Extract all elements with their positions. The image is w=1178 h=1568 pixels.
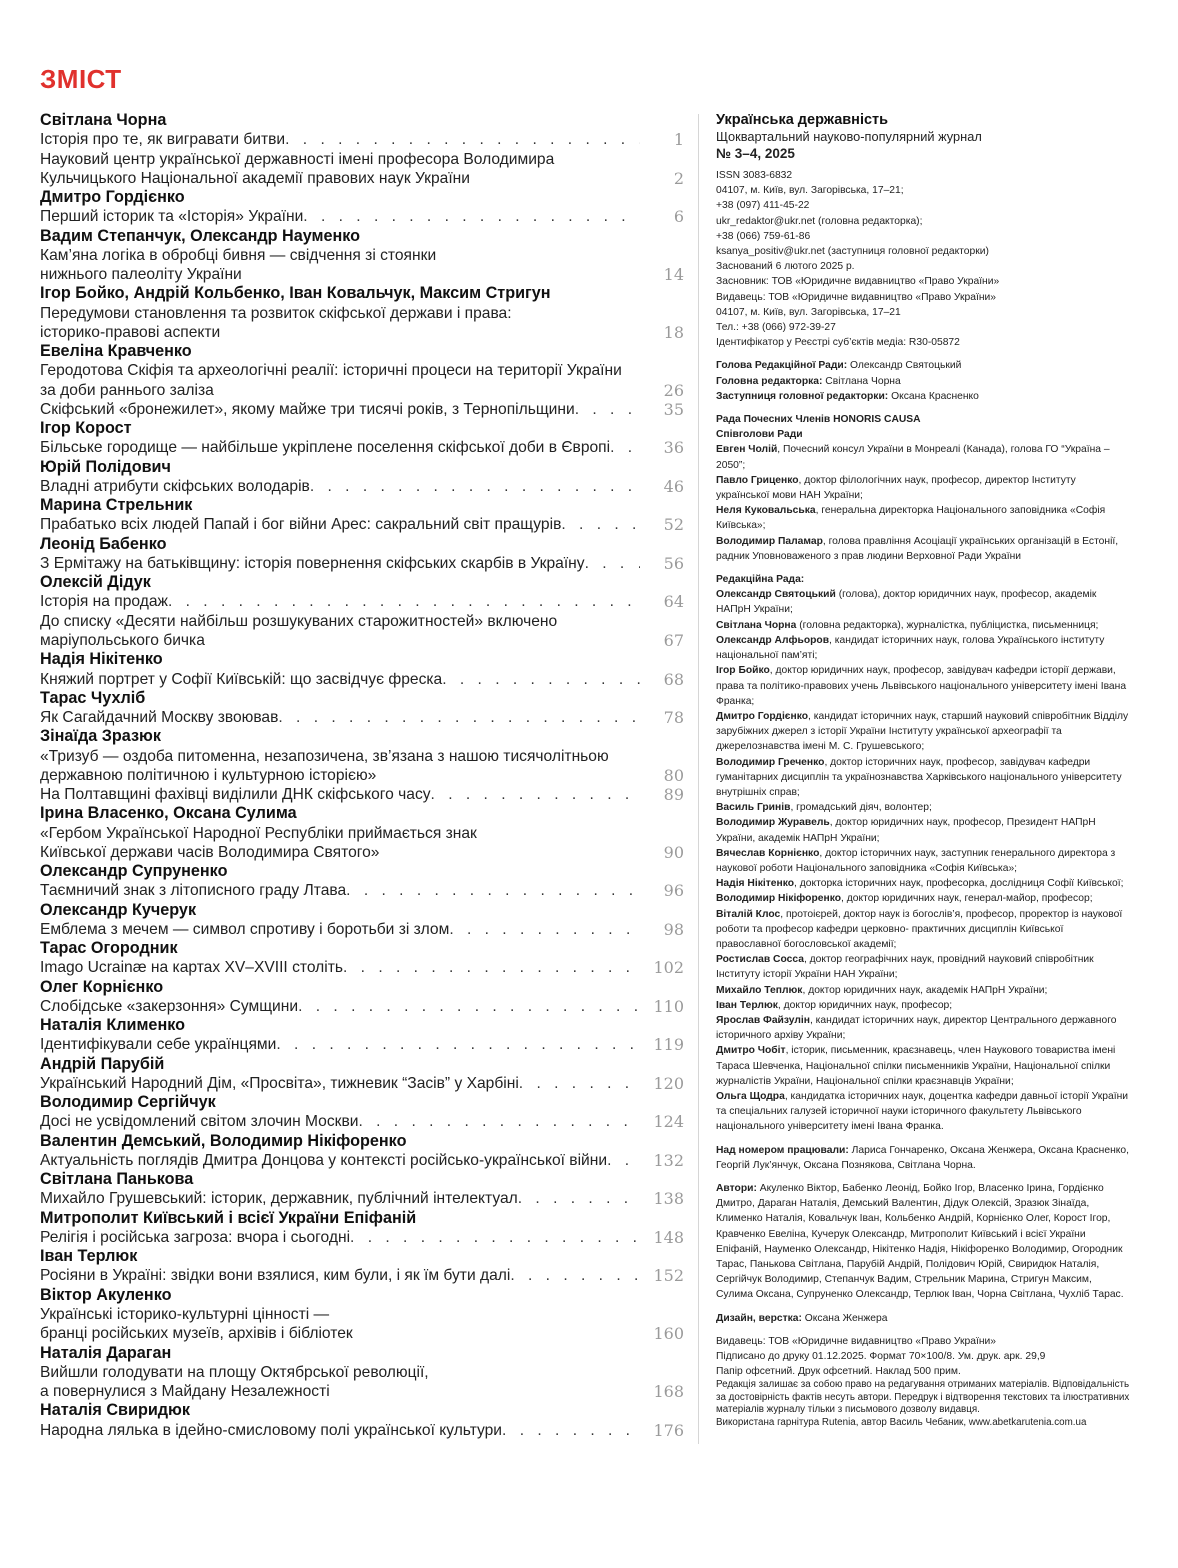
page-number: 6: [673, 207, 684, 227]
member-description: , доктор юридичних наук, професор;: [777, 999, 953, 1011]
member-description: , доктор історичних наук, заступник генерального директора з наукової роботи Національного заповідника «Софія Київська»;: [716, 847, 1116, 874]
toc-entry: [40, 1247, 684, 1286]
member-name: Ольга Щодра: [716, 1090, 785, 1102]
toc-article-title: Геродотова Скіфія та археологічні реалії: історичні процеси на території України за доби раннього заліза: [40, 362, 622, 399]
toc-article[interactable]: [40, 881, 684, 900]
leader-dots: [585, 554, 640, 573]
board-member: [716, 815, 1130, 845]
member-name: Евген Чолій: [716, 444, 778, 456]
leader-dots: [298, 997, 640, 1016]
toc-author: Олег Корнієнко: [40, 977, 164, 996]
member-description: , доктор філологічних наук, професор, директор Інституту української мови НАН України;: [716, 474, 1076, 502]
toc-article-title: Скіфський «бронежилет», якому майже три тисячі років, з Тернопільщини: [40, 400, 575, 418]
toc-author: Ірина Власенко, Оксана Сулима: [40, 804, 297, 823]
toc-author: Наталія Свиридюк: [40, 1401, 190, 1420]
toc-entry: [40, 419, 684, 458]
toc-entry: [40, 1209, 684, 1248]
leader-dots: [358, 1112, 640, 1131]
toc-entry: [40, 573, 684, 650]
toc-entry: [40, 227, 684, 285]
toc-entry: [40, 1170, 684, 1209]
page-number: 89: [663, 785, 684, 805]
toc-article-title: Росіяни в Україні: звідки вони взялися, ким були, і як їм бути далі: [40, 1267, 511, 1285]
toc-author: Тарас Огородник: [40, 939, 178, 958]
page-number: 52: [663, 515, 684, 535]
board-member: [716, 876, 1130, 891]
toc-entry: [40, 496, 684, 535]
member-description: , генеральна директорка Національного заповідника «Софія Київська»;: [716, 505, 1106, 532]
leader-dots: [502, 1421, 640, 1440]
toc-article-title: На Полтавщині фахівці виділили ДНК скіфського часу: [40, 786, 431, 804]
member-name: Володимир Паламар: [716, 535, 823, 547]
member-name: Вячеслав Корнієнко: [716, 847, 820, 859]
staff-credits: Над номером працювали: Лариса Гончаренко, Оксана Женжера, Оксана Красненко, Георгій Лук’янчук, Оксана Познякова, Світлана Чорна.: [716, 1144, 1129, 1171]
member-description: , доктор юридичних наук, генерал-майор, професор;: [841, 893, 1093, 905]
toc-entry: [40, 458, 684, 497]
page-number: 102: [653, 958, 684, 978]
page-number: 90: [663, 842, 684, 862]
toc-article-title: Історія про те, як вигравати битви: [40, 131, 286, 149]
paper-info: Папір офсетний. Друк офсетний. Наклад 500 прим.: [716, 1366, 961, 1378]
toc-article[interactable]: [40, 824, 684, 863]
member-description: , кандидатка історичних наук, доцентка кафедри давньої історії України та спеціальних галузей історичної науки історичного факультету Львівського національного університету імені Івана Франка.: [716, 1090, 1129, 1133]
member-description: (голова), доктор юридичних наук, професор, академік НАПрН України;: [716, 589, 1097, 616]
leader-dots: [168, 592, 640, 611]
toc-author: Дмитро Гордієнко: [40, 188, 185, 207]
toc-article-title: Історія на продаж: [40, 593, 168, 611]
toc-author: Світлана Чорна: [40, 111, 167, 129]
cochairs-heading: Співголови Ради: [716, 429, 803, 441]
founded-date: Заснований 6 лютого 2025 р.: [716, 261, 855, 273]
toc-entry: [40, 727, 684, 804]
toc-author: Зінаїда Зразюк: [40, 727, 161, 746]
toc-author: Валентин Демський, Володимир Нікіфоренко: [40, 1131, 407, 1150]
toc-entry: [40, 188, 684, 227]
toc-article[interactable]: [40, 1363, 684, 1402]
magazine-subtitle: Щоквартальний науково-популярний журнал: [716, 129, 982, 144]
toc-article-title: Imago Ucrainæ на картах XV–XVIII століть: [40, 959, 344, 977]
toc-author: Марина Стрельник: [40, 496, 193, 515]
page-title: ЗМІСТ: [40, 64, 122, 94]
board-member: [716, 846, 1130, 876]
toc-entry: [40, 1344, 684, 1402]
toc-article[interactable]: [40, 592, 684, 611]
leader-dots: [343, 958, 640, 977]
toc-article-title: Актуальність поглядів Дмитра Донцова у контексті російсько-української війни: [40, 1151, 608, 1169]
leader-dots: [346, 881, 640, 900]
toc-article-title: Народна лялька в ідейно-смисловому полі української культури: [40, 1421, 503, 1439]
member-name: Олександр Алфьоров: [716, 634, 830, 646]
toc-article[interactable]: [40, 785, 684, 804]
leader-dots: [285, 130, 640, 149]
toc-entry: [40, 939, 684, 978]
member-description: , доктор юридичних наук, професор, Президент НАПрН України, академік НАПрН України;: [716, 817, 1096, 844]
page-number: 152: [653, 1266, 684, 1286]
imprint: [716, 112, 1130, 1429]
toc-article[interactable]: [40, 515, 684, 534]
magazine-title: Українська державність: [716, 112, 889, 128]
toc-article-title: Передумови становлення та розвиток скіфської держави і права: історико-правові аспекти: [40, 304, 512, 341]
member-description: , Почесний консул України в Монреалі (Канада), голова ГО “Україна – 2050”;: [716, 444, 1110, 471]
member-name: Ігор Бойко: [716, 665, 770, 677]
toc-article[interactable]: [40, 207, 684, 226]
toc-article[interactable]: [40, 708, 684, 727]
font-credit: Використана гарнітура Rutenia, автор Василь Чебаник, www.abetkarutenia.com.ua: [716, 1416, 1087, 1428]
leader-dots: [610, 438, 640, 457]
toc-article-title: Владні атрибути скіфських володарів: [40, 477, 310, 495]
toc-entry: [40, 1132, 684, 1171]
toc-article-title: До списку «Десяти найбільш розшукуваних старожитностей» включено маріупольського бичка: [40, 612, 558, 650]
toc-article[interactable]: [40, 612, 684, 651]
page-number: 96: [663, 881, 684, 901]
toc-author: Володимир Сергійчук: [40, 1093, 216, 1112]
column-divider: [698, 114, 699, 1444]
member-description: , доктор географічних наук, провідний науковий співробітник Інституту історії України НАН України;: [716, 954, 1094, 981]
leader-dots: [607, 1151, 640, 1170]
toc-author: Олексій Дідук: [40, 573, 151, 592]
telephone: Тел.: +38 (066) 972-39-27: [716, 322, 836, 334]
page-number: 78: [663, 708, 684, 728]
leader-dots: [518, 1189, 640, 1208]
publisher-address: 04107, м. Київ, вул. Загорівська, 17–21: [716, 306, 901, 318]
leader-dots: [575, 400, 640, 419]
toc-entry: [40, 901, 684, 940]
toc-article[interactable]: [40, 150, 684, 189]
publisher: Видавець: ТОВ «Юридичне видавництво «Право України»: [716, 291, 996, 303]
toc-author: Олександр Супруненко: [40, 862, 228, 881]
disclaimer: Редакція залишає за собою право на редагування отриманих матеріалів. Відповідальність за достовірність фактів несуть автори. Передрук і відтворення текстових та ілюстративних матеріалів журналу тільки з письмового дозволу видавця.: [716, 1379, 1130, 1416]
member-description: (головна редакторка), журналістка, публіцистка, письменниця;: [796, 619, 1099, 631]
member-name: Володимир Нікіфоренко: [716, 893, 842, 905]
member-description: , докторка історичних наук, професорка, дослідниця Софії Київської;: [794, 878, 1124, 890]
toc-entry: [40, 284, 684, 342]
toc-entry: [40, 978, 684, 1017]
board-member: [716, 983, 1130, 998]
toc-article[interactable]: [40, 400, 684, 419]
toc-article[interactable]: [40, 304, 684, 343]
toc-author: Вадим Степанчук, Олександр Науменко: [40, 226, 361, 245]
toc-article[interactable]: [40, 1112, 684, 1131]
board-list: [716, 587, 1130, 1134]
toc-entry: [40, 689, 684, 728]
toc-article[interactable]: [40, 1228, 684, 1247]
toc-article-title: Науковий центр української державності імені професора Володимира Кульчицького Національної академії правових наук України: [40, 150, 555, 187]
member-description: , кандидат історичних наук, старший науковий співробітник Відділу зарубіжних джерел з історії України Інституту української археографії та джерелознавства імені М. С. Грушевського;: [716, 710, 1129, 753]
toc-author: Юрій Полідович: [40, 457, 171, 476]
toc-article-title: «Гербом Української Народної Республіки приймається знак Київської держави часів Володимира Святого»: [40, 824, 477, 861]
leader-dots: [510, 1266, 640, 1285]
toc-author: Наталія Дараган: [40, 1343, 172, 1362]
leader-dots: [276, 1035, 640, 1054]
toc-author: Ігор Корост: [40, 419, 132, 438]
member-name: Віталій Клос: [716, 908, 781, 920]
toc-entry: [40, 1286, 684, 1344]
page-number: 120: [653, 1073, 684, 1093]
toc-article-title: Українські історико-культурні цінності — бранці російських музеїв, архівів і бібліотек: [40, 1305, 353, 1343]
page-number: 176: [653, 1420, 684, 1440]
toc-article-title: Український Народний Дім, «Просвіта», тижневик “Засів” у Харбіні: [40, 1074, 519, 1092]
board-member: [716, 442, 1130, 472]
board-member: [716, 1013, 1130, 1043]
member-name: Володимир Греченко: [716, 756, 825, 768]
member-description: , доктор юридичних наук, академік НАПрН України;: [802, 984, 1048, 996]
page-number: 1: [673, 130, 684, 150]
toc-article[interactable]: [40, 747, 684, 786]
table-of-contents: [40, 111, 684, 1440]
board-member: [716, 587, 1130, 617]
toc-article[interactable]: [40, 1266, 684, 1285]
toc-author: Митрополит Київський і всієї України Епіфаній: [40, 1208, 417, 1227]
toc-entry: [40, 1093, 684, 1132]
board-member: [716, 709, 1130, 755]
page-number: 56: [663, 553, 684, 573]
board-member: [716, 998, 1130, 1013]
toc-author: Надія Нікітенко: [40, 650, 163, 669]
cochairs-list: [716, 442, 1130, 564]
toc-author: Андрій Парубій: [40, 1054, 165, 1073]
authors-list: Автори: Акуленко Віктор, Бабенко Леонід, Бойко Ігор, Власенко Ірина, Гордієнко Дмитро, Дараган Наталія, Демський Валентин, Дідук Олексій, Зразюк Зінаїда, Клименко Наталія, Ковальчук Іван, Кольбенко Андрій, Корнієнко Олег, Корост Ігор, Кравченко Евеліна, Кучерук Олександр, Митрополит Київський і всієї України Епіфаній, Науменко Олександр, Нікітенко Надія, Нікіфоренко Володимир, Огородник Тарас, Панькова Світлана, Парубій Андрій, Полідович Юрій, Свиридюк Наталія, Сергійчук Володимир, Степанчук Вадим, Стрельник Марина, Стригун Максим, Сулима Оксана, Супруненко Олександр, Терлюк Іван, Чорна Світлана, Чухліб Тарас.: [716, 1183, 1124, 1301]
phone-1: +38 (097) 411-45-22: [716, 200, 810, 212]
toc-article[interactable]: [40, 361, 684, 400]
member-name: Дмитро Чобіт: [716, 1045, 786, 1057]
founder: Засновник: ТОВ «Юридичне видавництво «Право України»: [716, 276, 1000, 288]
member-name: Павло Гриценко: [716, 474, 799, 486]
leader-dots: [278, 708, 640, 727]
toc-article[interactable]: [40, 246, 684, 285]
toc-article-title: З Ермітажу на батьківщину: історія повернення скіфських скарбів в Україну: [40, 554, 585, 572]
page-number: 68: [663, 669, 684, 689]
toc-article[interactable]: [40, 1189, 684, 1208]
toc-entry: [40, 1055, 684, 1094]
member-name: Неля Куковальська: [716, 505, 816, 517]
leader-dots: [442, 670, 640, 689]
page-number: 168: [653, 1382, 684, 1402]
toc-author: Ігор Бойко, Андрій Кольбенко, Іван Ковальчук, Максим Стригун: [40, 284, 551, 303]
toc-article-title: Княжий портрет у Софії Київській: що засвідчує фреска: [40, 670, 443, 688]
board-member: [716, 755, 1130, 801]
board-member: [716, 800, 1130, 815]
member-name: Володимир Журавель: [716, 817, 830, 829]
toc-article-title: Ідентифікували себе українцями: [40, 1036, 277, 1054]
toc-article[interactable]: [40, 670, 684, 689]
toc-entry: [40, 1401, 684, 1440]
toc-article[interactable]: [40, 1035, 684, 1054]
member-name: Світлана Чорна: [716, 619, 797, 631]
toc-article-title: Кам’яна логіка в обробці бивня — свідчення зі стоянки нижнього палеоліту України: [40, 246, 437, 284]
member-description: , доктор юридичних наук, професор, завідувач кафедри історії держави, права та політико-правових учень Львівського національного університету імені Івана Франка;: [716, 665, 1127, 707]
member-description: , громадський діяч, волонтер;: [790, 802, 932, 814]
member-description: , кандидат історичних наук, директор Центрального державного історичного архіву України;: [716, 1014, 1117, 1042]
board-member: [716, 503, 1130, 533]
page-number: 160: [653, 1324, 684, 1344]
head-of-board: Голова Редакційної Ради: Олександр Святоцький: [716, 360, 962, 372]
toc-author: Віктор Акуленко: [40, 1285, 172, 1304]
board-member: [716, 534, 1130, 564]
toc-entry: [40, 804, 684, 862]
member-description: , протоієрей, доктор наук із богослів’я, професор, проректор із наукової роботи та професор кафедри церковно- практичних дисциплін Київської православної богословської академії;: [716, 908, 1123, 950]
toc-entry: [40, 342, 684, 419]
toc-author: Наталія Клименко: [40, 1016, 185, 1035]
member-name: Дмитро Гордієнко: [716, 710, 809, 722]
toc-author: Світлана Панькова: [40, 1170, 194, 1189]
toc-entry: [40, 111, 684, 188]
toc-article[interactable]: [40, 1421, 684, 1440]
leader-dots: [561, 515, 640, 534]
print-signed: Підписано до друку 01.12.2025. Формат 70×100/8. Ум. друк. арк. 29,9: [716, 1351, 1046, 1363]
page-number: 119: [653, 1035, 684, 1055]
toc-article-title: Як Сагайдачний Москву звоював: [40, 709, 279, 727]
board-member: [716, 473, 1130, 503]
board-member: [716, 1043, 1130, 1089]
leader-dots: [519, 1074, 640, 1093]
board-member: [716, 891, 1130, 906]
toc-article[interactable]: [40, 554, 684, 573]
deputy-editor: Заступниця головної редакторки: Оксана Красненко: [716, 390, 979, 402]
toc-article-title: Вийшли голодувати на площу Октябрської революції, а повернулися з Майдану Незалежності: [40, 1363, 429, 1401]
toc-article[interactable]: [40, 1305, 684, 1344]
toc-article[interactable]: [40, 130, 684, 149]
toc-article-title: Прабатько всіх людей Папай і бог війни Арес: сакральний світ пращурів: [40, 516, 562, 534]
leader-dots: [449, 920, 640, 939]
toc-article-title: Слобідське «закерзоння» Сумщини: [40, 997, 299, 1015]
toc-article[interactable]: [40, 1151, 684, 1170]
toc-author: Тарас Чухліб: [40, 688, 146, 707]
board-member: [716, 633, 1130, 663]
toc-article-title: Досі не усвідомлений світом злочин Москви: [40, 1113, 359, 1131]
page-number: 36: [663, 438, 684, 458]
toc-article[interactable]: [40, 477, 684, 496]
media-id: Ідентифікатор у Реєстрі суб’єктів медіа: R30-05872: [716, 337, 960, 349]
page-number: 98: [663, 919, 684, 939]
page-number: 132: [653, 1150, 684, 1170]
member-name: Іван Терлюк: [716, 999, 778, 1011]
toc-article-title: Михайло Грушевський: історик, державник, публічний інтелектуал: [40, 1190, 518, 1208]
member-name: Надія Нікітенко: [716, 878, 795, 890]
issue-number: № 3–4, 2025: [716, 146, 795, 161]
email-2: ksanya_positiv@ukr.net (заступниця головної редакторки): [716, 246, 989, 258]
leader-dots: [310, 477, 640, 496]
issn: ISSN 3083-6832: [716, 170, 793, 181]
leader-dots: [350, 1228, 640, 1247]
toc-author: Евеліна Кравченко: [40, 342, 192, 361]
page-number: 148: [653, 1227, 684, 1247]
toc-article-title: Емблема з мечем — символ спротиву і боротьби зі злом: [40, 920, 450, 938]
honoris-heading: Рада Почесних Членів HONORIS CAUSA: [716, 414, 921, 426]
page-number: 18: [663, 322, 684, 342]
toc-entry: [40, 1016, 684, 1055]
toc-article[interactable]: [40, 920, 684, 939]
toc-article[interactable]: [40, 958, 684, 977]
toc-article-title: Більське городище — найбільше укріплене поселення скіфської доби в Європі: [40, 439, 611, 457]
editorial-address: 04107, м. Київ, вул. Загорівська, 17–21;: [716, 185, 904, 197]
toc-article-title: Таємничий знак з літописного граду Лтава: [40, 882, 347, 900]
member-description: , історик, письменник, краєзнавець, член Наукового товариства імені Тараса Шевченка, Національної спілки письменників України, Національної спілки журналістів України, Національної спілки краєзнавців України;: [716, 1045, 1116, 1087]
page-number: 80: [663, 765, 684, 785]
board-member: [716, 952, 1130, 982]
toc-article-title: Релігія і російська загроза: вчора і сьогодні: [40, 1228, 351, 1246]
toc-author: Іван Терлюк: [40, 1247, 138, 1266]
footer-publisher: Видавець: ТОВ «Юридичне видавництво «Право України»: [716, 1335, 996, 1347]
member-description: , доктор історичних наук, професор, завідувач кафедри гуманітарних дисциплін та українознавства Харківського національного університету внутрішніх справ;: [716, 756, 1122, 798]
toc-entry: [40, 535, 684, 574]
toc-article[interactable]: [40, 997, 684, 1016]
board-member: [716, 907, 1130, 953]
toc-article[interactable]: [40, 438, 684, 457]
member-name: Василь Гринів: [716, 802, 791, 814]
member-name: Ярослав Файзулін: [716, 1014, 810, 1026]
page-number: 67: [663, 631, 684, 651]
phone-2: +38 (066) 759-61-86: [716, 230, 811, 242]
toc-entry: [40, 650, 684, 689]
chief-editor: Головна редакторка: Світлана Чорна: [716, 375, 901, 387]
toc-entry: [40, 862, 684, 901]
board-member: [716, 1089, 1130, 1135]
toc-author: Олександр Кучерук: [40, 900, 197, 919]
toc-article-title: Перший історик та «Історія» України: [40, 208, 304, 226]
member-name: Михайло Теплюк: [716, 984, 803, 996]
page-number: 14: [663, 265, 684, 285]
leader-dots: [303, 207, 640, 226]
leader-dots: [431, 785, 640, 804]
toc-article-title: «Тризуб — оздоба питоменна, незапозичена, зв’язана з нашою тисячолітньою державною політичною і культурною історією»: [40, 747, 609, 784]
page-number: 138: [653, 1189, 684, 1209]
board-heading: Редакційна Рада:: [716, 574, 805, 586]
member-description: , кандидат історичних наук, голова Українського інституту національної пам’яті;: [716, 634, 1105, 662]
page-number: 124: [653, 1112, 684, 1132]
page-number: 26: [663, 380, 684, 400]
member-description: , голова правління Асоціації українських організацій в Естонії, радник Уповноваженого з прав людини Верховної Ради України: [716, 535, 1119, 562]
toc-article[interactable]: [40, 1074, 684, 1093]
page-number: 35: [663, 399, 684, 419]
board-member: [716, 663, 1130, 709]
member-name: Олександр Святоцький: [716, 589, 836, 601]
email-1: ukr_redaktor@ukr.net (головна редакторка);: [716, 215, 923, 227]
page-number: 64: [663, 592, 684, 612]
design-credit: Дизайн, верстка: Оксана Женжера: [716, 1312, 888, 1324]
board-member: [716, 618, 1130, 633]
page-number: 110: [653, 996, 684, 1016]
toc-author: Леонід Бабенко: [40, 534, 167, 553]
page-number: 2: [673, 168, 684, 188]
member-name: Ростислав Сосса: [716, 954, 804, 966]
page-number: 46: [663, 476, 684, 496]
